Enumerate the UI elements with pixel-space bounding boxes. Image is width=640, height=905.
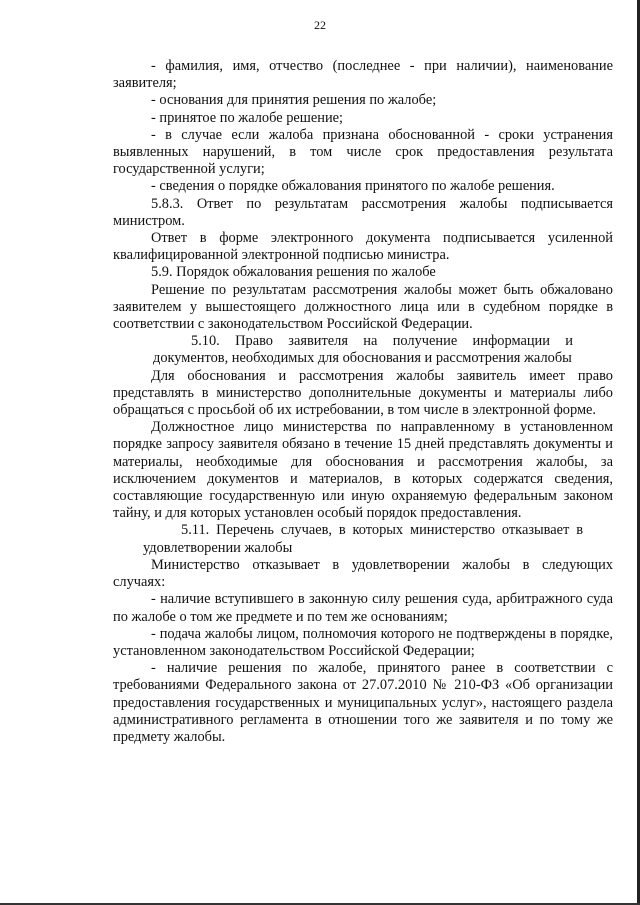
section-heading-5-11: 5.11. Перечень случаев, в которых министерство отказывает в удовлетворении жалобы [143, 522, 583, 556]
list-item: - в случае если жалоба признана обоснованной - сроки устранения выявленных нарушений, в том числе срок предоставления результата государственной услуги; [113, 126, 613, 178]
paragraph-5-10-b: Должностное лицо министерства по направленному в установленном порядке запросу заявителя обязано в течение 15 дней представлять документы и материалы, необходимые для обоснования и рассмотрения жалобы, за исключением документов и материалов, в которых содержатся сведения, составляющие государственную или иную охраняемую федеральным законом тайну, и для которых установлен особый порядок предоставления. [113, 419, 613, 522]
list-item: - основания для принятия решения по жалобе; [151, 92, 437, 109]
paragraph-5-11-intro: Министерство отказывает в удовлетворении жалобы в следующих случаях: [113, 556, 613, 591]
list-item: - наличие вступившего в законную силу решения суда, арбитражного суда по жалобе о том же предмете и по тем же основаниям; [113, 591, 613, 625]
paragraph-5-8-3: 5.8.3. Ответ по результатам рассмотрения жалобы подписывается министром. [113, 195, 613, 229]
section-heading-5-10: 5.10. Право заявителя на получение информации и документов, необходимых для обоснования и рассмотрения жалобы [153, 333, 573, 367]
paragraph-5-10-a: Для обоснования и рассмотрения жалобы заявитель имеет право представлять в министерство дополнительные документы и материалы либо обращаться с просьбой об их истребовании, в том числе в электронной форме. [113, 367, 613, 419]
paragraph-electronic-signature: Ответ в форме электронного документа подписывается усиленной квалифицированной электронной подписью министра. [113, 230, 613, 264]
list-item: - подача жалобы лицом, полномочия которого не подтверждены в порядке, установленном законодательством Российской Федерации; [113, 625, 613, 659]
list-item: - сведения о порядке обжалования принятого по жалобе решения. [151, 178, 555, 195]
list-item: - принятое по жалобе решение; [151, 109, 344, 126]
document-body [113, 58, 613, 746]
paragraph-5-9: Решение по результатам рассмотрения жалобы может быть обжаловано заявителем у вышестоящего должностного лица или в судебном порядке в соответствии с законодательством Российской Федерации. [113, 281, 613, 333]
section-heading-5-9: 5.9. Порядок обжалования решения по жалобе [151, 264, 436, 281]
list-item: - наличие решения по жалобе, принятого ранее в соответствии с требованиями Федерального закона от 27.07.2010 № 210-ФЗ «Об организации предоставления государственных и муниципальных услуг», настоящего раздела административного регламента в отношении того же заявителя и по тому же предмету жалобы. [113, 660, 613, 745]
page-number: 22 [314, 18, 326, 32]
list-item: - фамилия, имя, отчество (последнее - при наличии), наименование заявителя; [113, 58, 613, 92]
